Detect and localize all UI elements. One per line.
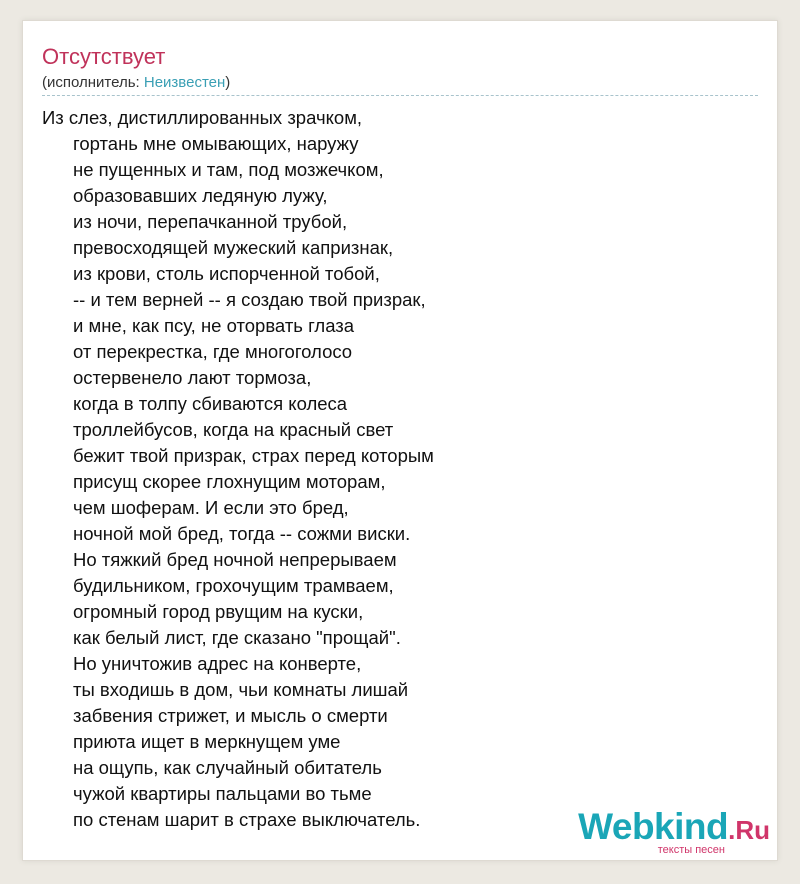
lyric-line: и мне, как псу, не оторвать глаза xyxy=(73,315,355,336)
lyric-line: присущ скорее глохнущим моторам, xyxy=(73,471,386,492)
lyric-line: Но уничтожив адрес на конверте, xyxy=(73,653,362,674)
lyric-line: чужой квартиры пальцами во тьме xyxy=(73,783,372,804)
lyric-line: от перекрестка, где многоголосо xyxy=(73,341,353,362)
lyric-line: гортань мне омывающих, наружу xyxy=(73,133,359,154)
logo-tld: .Ru xyxy=(728,815,770,845)
artist-suffix: ) xyxy=(225,74,231,91)
lyric-line: ночной мой бред, тогда -- сожми виски. xyxy=(73,523,411,544)
lyric-line: на ощупь, как случайный обитатель xyxy=(73,757,382,778)
lyric-line: -- и тем верней -- я создаю твой призрак, xyxy=(73,289,426,310)
lyric-line: Но тяжкий бред ночной непрерываем xyxy=(73,549,397,570)
lyric-line: превосходящей мужеский капризнак, xyxy=(73,237,394,258)
lyric-line: по стенам шарит в страхе выключатель. xyxy=(73,809,421,830)
lyric-line: Из слез, дистиллированных зрачком, xyxy=(42,107,363,128)
song-title: Отсутствует xyxy=(42,44,166,69)
webkind-logo[interactable] xyxy=(578,808,770,856)
lyric-line: не пущенных и там, под мозжечком, xyxy=(73,159,384,180)
artist-link[interactable]: Неизвестен xyxy=(143,74,226,91)
lyrics-text xyxy=(42,105,434,833)
lyric-line: чем шоферам. И если это бред, xyxy=(73,497,349,518)
divider xyxy=(42,95,758,96)
artist-line xyxy=(42,74,230,92)
logo-wordmark xyxy=(578,808,770,849)
lyric-line: забвения стрижет, и мысль о смерти xyxy=(73,705,388,726)
lyric-line: образовавших ледяную лужу, xyxy=(73,185,328,206)
artist-prefix: (исполнитель: xyxy=(42,74,144,91)
lyrics-card xyxy=(22,20,778,861)
lyric-line: из ночи, перепачканной трубой, xyxy=(73,211,348,232)
logo-tagline: тексты песен xyxy=(657,844,725,856)
logo-brand: Webkind xyxy=(578,806,729,847)
lyric-line: ты входишь в дом, чьи комнаты лишай xyxy=(73,679,409,700)
lyric-line: приюта ищет в меркнущем уме xyxy=(73,731,341,752)
lyric-line: как белый лист, где сказано "прощай". xyxy=(73,627,401,648)
lyric-line: огромный город рвущим на куски, xyxy=(73,601,364,622)
lyric-line: троллейбусов, когда на красный свет xyxy=(73,419,394,440)
lyric-line: бежит твой призрак, страх перед которым xyxy=(73,445,434,466)
lyric-line: остервенело лают тормоза, xyxy=(73,367,312,388)
lyric-line: будильником, грохочущим трамваем, xyxy=(73,575,394,596)
lyric-line: из крови, столь испорченной тобой, xyxy=(73,263,380,284)
lyric-line: когда в толпу сбиваются колеса xyxy=(73,393,348,414)
